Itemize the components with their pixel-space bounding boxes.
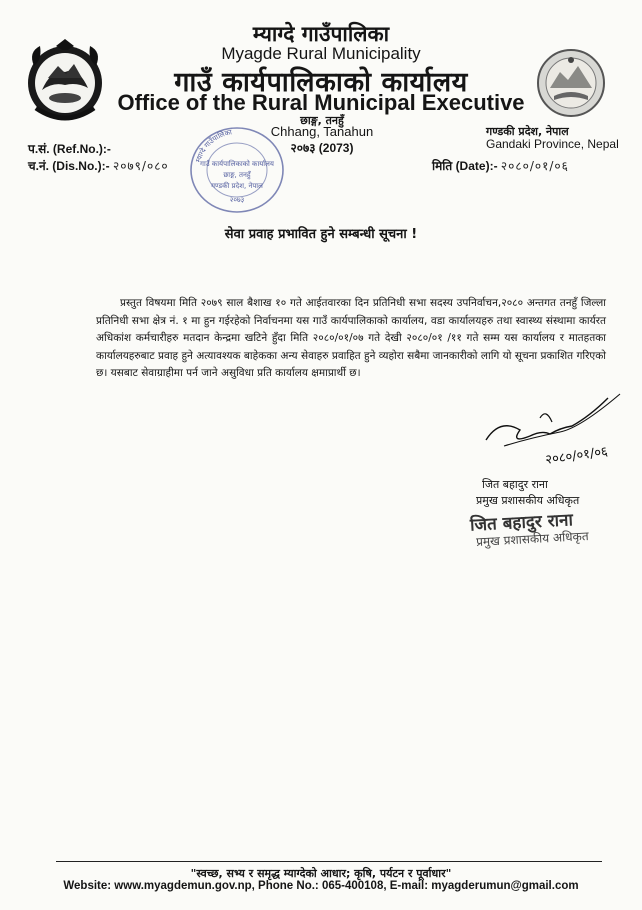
dis-no-label: च.नं. (Dis.No.):- xyxy=(28,159,110,173)
office-name-en: Office of the Rural Municipal Executive xyxy=(117,90,525,115)
signatory-title: प्रमुख प्रशासकीय अधिकृत xyxy=(476,494,580,507)
stamp-text-5: २०७३ xyxy=(229,196,245,204)
date-value: २०८०/०१/०६ xyxy=(500,159,569,173)
established-year: २०७३ (2073) xyxy=(290,141,354,155)
signature-date: २०८०/०१/०६ xyxy=(544,444,609,468)
province-en: Gandaki Province, Nepal xyxy=(486,137,619,151)
ref-no-label: प.सं. (Ref.No.):- xyxy=(28,142,111,156)
notice-subject: सेवा प्रवाह प्रभावित हुने सम्बन्धी सूचना ! xyxy=(224,227,418,242)
office-name-np: गाउँ कार्यपालिकाको कार्यालय xyxy=(174,67,468,98)
municipality-name-np: म्याग्दे गाउँपालिका xyxy=(252,22,390,46)
stamp-text-3: छाङ्ग, तनहुँ xyxy=(223,171,251,179)
date-label: मिति (Date):- xyxy=(432,159,498,173)
dis-no-value: २०७९/०८० xyxy=(112,159,169,173)
notice-body: प्रस्तुत विषयमा मिति २०७९ साल बैशाख १० गते आईतवारका दिन प्रतिनिधी सभा सदस्य उपनिर्वाचन,२०८० अन्तगत तनहुँ जिल्ला प्रतिनिधी सभा क्षेत्र नं. १ मा हुन गईरहेको निर्वाचनमा यस गाउँ कार्यपालिकाको कार्यालय, वडा कार्यालयहरु तथा स्वास्थ्य संस्थामा कार्यरत अधिकांश कर्मचारीहरु मतदान केन्द्रमा खटिने हुँदा मिति २०८०/०१/०७ गते देखी २०८०/०१ /११ गते सम्म यस कार्यालय र मातहतका कार्यालयहरुबाट प्रवाह हुने अत्यावश्यक बाहेकका अन्य सेवाहरु प्रवाहित हुने व्यहोरा सबैमा जानकारीको लागि यो सूचना प्रकाशित गरिएको छ। यसबाट सेवाग्राहीमा पर्न जाने असुविधा प्रति कार्यालय क्षमाप्रार्थी छ। xyxy=(96,297,606,379)
signature-stamp-title: प्रमुख प्रशासकीय अधिकृत xyxy=(475,529,589,549)
province-np: गण्डकी प्रदेश, नेपाल xyxy=(486,125,569,138)
address-np: छाङ्ग, तनहुँ xyxy=(300,114,344,127)
footer-contact: Website: www.myagdemun.gov.np, Phone No.: 065-400108, E-mail: myagderumun@gmail.com xyxy=(63,880,579,892)
signatory-name: जित बहादुर राना xyxy=(482,478,548,491)
stamp-text-2: गाउँ कार्यपालिकाको कार्यालय xyxy=(200,160,274,168)
office-round-stamp xyxy=(185,120,289,216)
dis-no-row xyxy=(28,157,169,174)
handwritten-signature xyxy=(480,388,632,474)
signature-stamp-name: जित बहादुर राना xyxy=(469,510,574,536)
municipality-name-en: Myagde Rural Municipality xyxy=(221,44,421,63)
footer-divider xyxy=(56,861,602,862)
address-en: Chhang, Tanahun xyxy=(270,124,374,139)
date-row xyxy=(432,157,569,174)
stamp-text-1: म्याग्दे गाउँपालिका xyxy=(194,128,233,164)
footer-slogan: "स्वच्छ, सभ्य र समृद्ध म्याग्देको आधार; कृषि, पर्यटन र पूर्वाधार" xyxy=(190,867,452,880)
stamp-text-4: गण्डकी प्रदेश, नेपाल xyxy=(211,182,263,190)
